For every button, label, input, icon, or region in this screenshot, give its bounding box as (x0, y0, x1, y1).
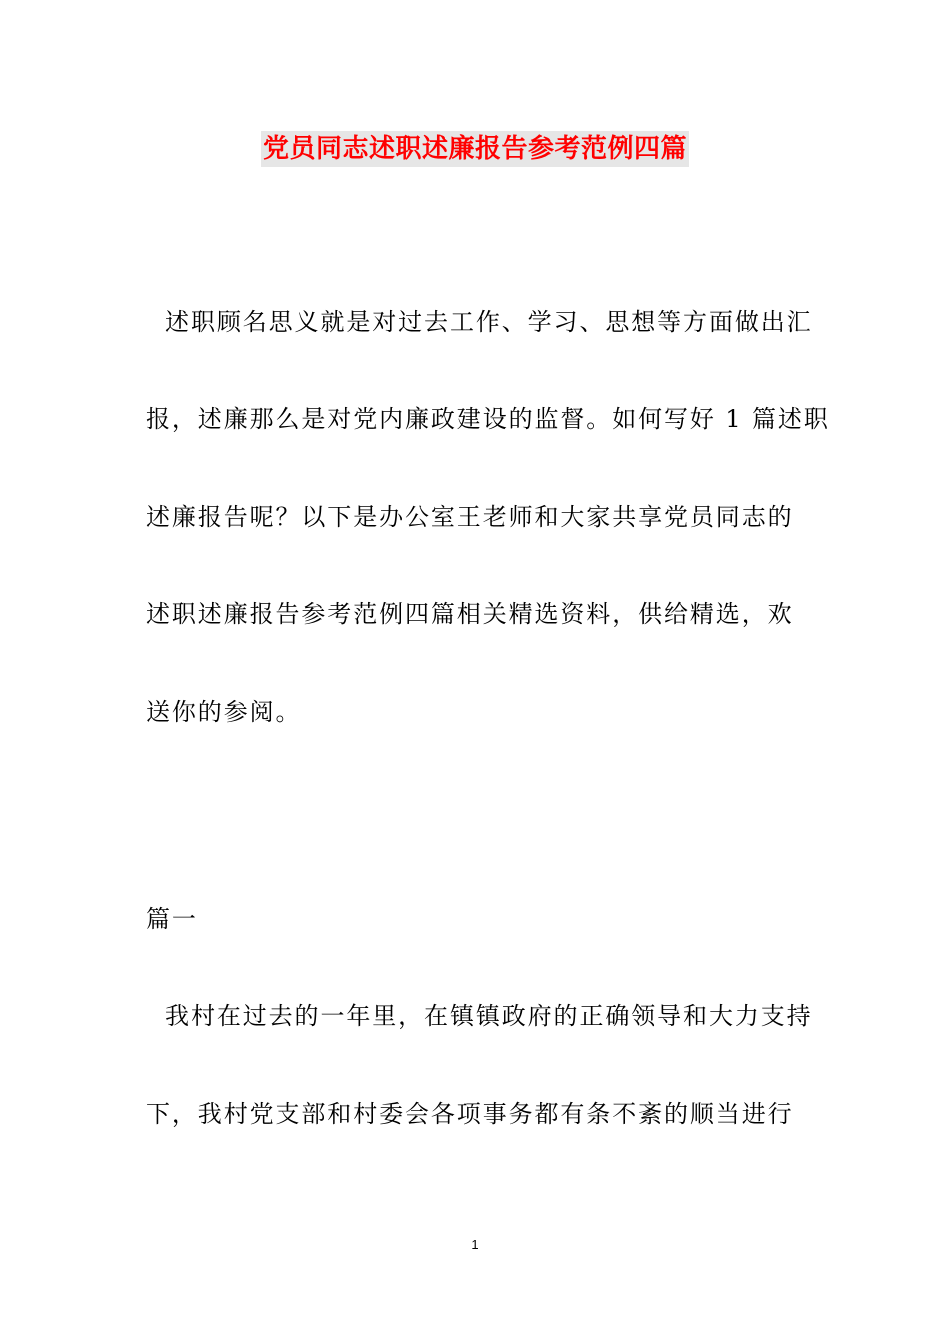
document-title: 党员同志述职述廉报告参考范例四篇 (261, 131, 689, 167)
intro-line-3: 述廉报告呢？以下是办公室王老师和大家共享党员同志的 (146, 503, 794, 531)
section-line-2: 下，我村党支部和村委会各项事务都有条不紊的顺当进行 (146, 1100, 794, 1128)
intro-line-2: 报，述廉那么是对党内廉政建设的监督。如何写好 1 篇述职 (146, 405, 830, 433)
intro-line-5: 送你的参阅。 (146, 698, 302, 726)
page-number: 1 (471, 1237, 479, 1252)
intro-line-1: 述职顾名思义就是对过去工作、学习、思想等方面做出汇 (146, 308, 813, 336)
intro-line-4: 述职述廉报告参考范例四篇相关精选资料，供给精选，欢 (146, 600, 794, 628)
section-heading: 篇一 (146, 905, 198, 933)
section-line-1: 我村在过去的一年里，在镇镇政府的正确领导和大力支持 (146, 1002, 813, 1030)
title-container (0, 131, 950, 167)
